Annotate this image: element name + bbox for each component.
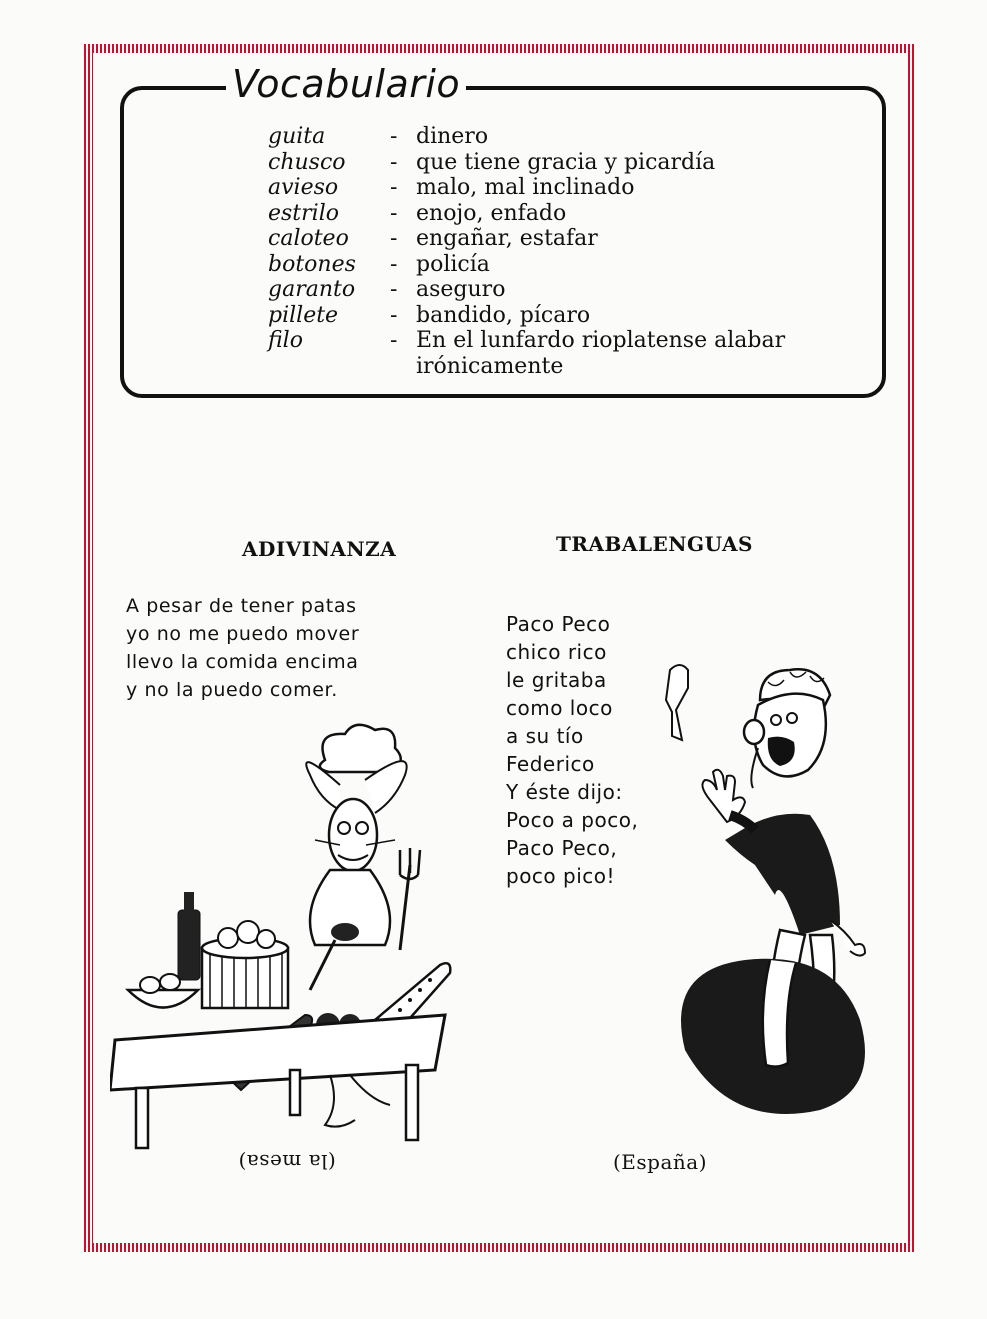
riddle-line: y no la puedo comer. [126,679,338,701]
vocabulary-definition: aseguro [416,277,506,302]
vocabulary-dash: - [390,328,398,353]
vocabulary-entry [268,226,828,252]
vocabulary-dash: - [390,124,398,149]
riddle-text [126,592,426,704]
vocabulary-definition: bandido, pícaro [416,302,591,328]
riddle-line: A pesar de tener patas [126,595,357,617]
tongue-twister-line: Federico [506,752,595,776]
tongue-twister-line: a su tío [506,724,584,748]
vocabulary-title: Vocabulario [226,62,466,106]
vocabulary-dash: - [390,302,398,328]
vocabulary-entry [268,303,828,329]
vocabulary-term: filo [268,328,303,353]
vocabulary-dash: - [390,277,398,302]
riddle-line: yo no me puedo mover [126,623,360,645]
vocabulary-dash: - [390,251,398,277]
vocabulary-entry [268,150,828,176]
vocabulary-term: garanto [268,277,356,302]
tongue-twister-heading: TRABALENGUAS [556,532,753,556]
tongue-twister-line: Y éste dijo: [506,780,623,804]
vocabulary-term: estrilo [268,200,339,226]
tongue-twister-line: como loco [506,696,613,720]
riddle-heading: ADIVINANZA [242,537,397,561]
vocabulary-definition: En el lunfardo rioplatense alabar irónicamente [416,328,786,379]
tongue-twister-line: Poco a poco, [506,808,639,832]
vocabulary-entry [268,328,828,379]
vocabulary-list [268,124,828,379]
vocabulary-term: avieso [268,175,339,200]
vocabulary-definition: enojo, enfado [416,200,567,226]
table-chef-illustration [110,720,470,1160]
vocabulary-term: pillete [268,302,339,328]
vocabulary-dash: - [390,175,398,200]
vocabulary-definition: policía [416,251,490,277]
vocabulary-entry [268,277,828,303]
tongue-twister-line: le gritaba [506,668,607,692]
riddle-answer: (la mesa) [238,1150,336,1174]
vocabulary-definition: que tiene gracia y picardía [416,149,716,175]
vocabulary-term: guita [268,124,326,149]
shouting-man-illustration [650,650,880,1120]
tongue-twister-line: poco pico! [506,864,616,888]
vocabulary-dash: - [390,226,398,251]
vocabulary-definition: dinero [416,124,489,149]
vocabulary-definition: malo, mal inclinado [416,175,635,200]
tongue-twister-origin: (España) [613,1150,707,1174]
tongue-twister-line: Paco Peco [506,612,611,636]
vocabulary-term: chusco [268,149,346,175]
vocabulary-dash: - [390,149,398,175]
vocabulary-term: botones [268,251,356,277]
vocabulary-entry [268,252,828,278]
vocabulary-term: caloteo [268,226,349,251]
vocabulary-entry [268,124,828,150]
vocabulary-dash: - [390,200,398,226]
vocabulary-entry [268,175,828,201]
vocabulary-entry [268,201,828,227]
tongue-twister-line: Paco Peco, [506,836,618,860]
riddle-line: llevo la comida encima [126,651,359,673]
vocabulary-definition: engañar, estafar [416,226,598,251]
tongue-twister-line: chico rico [506,640,607,664]
